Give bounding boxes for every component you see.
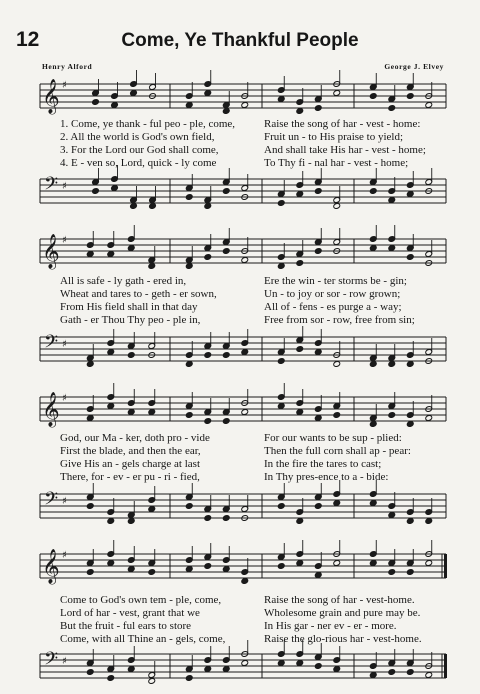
notehead	[127, 409, 135, 416]
notehead	[425, 560, 433, 567]
notehead	[406, 361, 414, 368]
notehead	[296, 260, 304, 267]
notehead	[296, 518, 304, 525]
notehead	[333, 361, 341, 368]
sharp-icon: ♯	[62, 496, 67, 507]
verse-line	[0, 144, 480, 157]
notehead	[241, 409, 249, 416]
final-barline	[444, 554, 447, 578]
notehead	[425, 518, 433, 525]
notehead	[127, 245, 135, 252]
notehead	[314, 572, 322, 579]
lyric-first-half: 2. All the world is God's own field,	[60, 131, 215, 143]
notehead	[107, 251, 115, 258]
notehead	[148, 263, 156, 270]
notehead	[369, 672, 377, 679]
notehead	[185, 361, 193, 368]
notehead	[314, 663, 322, 670]
notehead	[111, 185, 119, 192]
notehead	[314, 188, 322, 195]
lyric-second-half: In the fire the tares to cast;	[264, 458, 382, 470]
notehead	[333, 412, 341, 419]
lyric-second-half: Raise the song of har - vest - home:	[264, 118, 421, 130]
verse-line	[0, 432, 480, 445]
sharp-icon: ♯	[62, 656, 67, 667]
notehead	[86, 669, 94, 676]
lyric-first-half: Lord of har - vest, grant that we	[60, 607, 200, 619]
notehead	[388, 361, 396, 368]
hymn-title: Come, Ye Thankful People	[121, 30, 359, 51]
notehead	[388, 197, 396, 204]
notehead	[333, 90, 341, 97]
notehead	[222, 108, 230, 115]
verse-line	[0, 118, 480, 131]
notehead	[241, 660, 249, 667]
lyric-first-half: Gath - er Thou Thy peo - ple in,	[60, 314, 201, 326]
bass-clef-icon: 𝄢	[44, 332, 59, 357]
notehead	[185, 194, 193, 201]
notehead	[204, 515, 212, 522]
notehead	[222, 248, 230, 255]
notehead	[314, 349, 322, 356]
bass-clef-icon: 𝄢	[44, 174, 59, 199]
notehead	[277, 358, 285, 365]
lyric-second-half: In Thy pres-ence to a - bide:	[264, 471, 389, 483]
lyric-second-half: Free from sor - row, free from sin;	[264, 314, 415, 326]
notehead	[296, 409, 304, 416]
lyric-second-half: Raise the song of har - vest-home.	[264, 594, 415, 606]
treble-staff-4	[0, 540, 480, 590]
sharp-icon: ♯	[62, 550, 67, 561]
sharp-icon: ♯	[62, 393, 67, 404]
notehead	[277, 96, 285, 103]
lyric-first-half: 3. For the Lord our God shall come,	[60, 144, 219, 156]
notehead	[86, 251, 94, 258]
lyric-first-half: First the blade, and then the ear,	[60, 445, 201, 457]
verse-line	[0, 607, 480, 620]
notehead	[296, 346, 304, 353]
treble-clef-icon: 𝄞	[42, 549, 60, 584]
notehead	[204, 90, 212, 97]
notehead	[277, 660, 285, 667]
lyric-second-half: Ere the win - ter storms be - gin;	[264, 275, 407, 287]
notehead	[86, 415, 94, 422]
lyric-second-half: For our wants to be sup - plied:	[264, 432, 402, 444]
lyric-second-half: Then the full corn shall ap - pear:	[264, 445, 411, 457]
lyric-second-half: In His gar - ner ev - er - more.	[264, 620, 397, 632]
notehead	[277, 563, 285, 570]
notehead	[204, 203, 212, 210]
notehead	[369, 361, 377, 368]
notehead	[296, 108, 304, 115]
notehead	[127, 518, 135, 525]
notehead	[333, 203, 341, 210]
bass-staff-4	[0, 640, 480, 690]
notehead	[369, 500, 377, 507]
treble-staff-2	[0, 225, 480, 275]
notehead	[127, 666, 135, 673]
bass-clef-icon: 𝄢	[44, 489, 59, 514]
notehead	[127, 566, 135, 573]
sharp-icon: ♯	[62, 339, 67, 350]
notehead	[277, 200, 285, 207]
bass-staff-3	[0, 480, 480, 530]
hymn-number: 12	[16, 28, 40, 51]
notehead	[185, 263, 193, 270]
notehead	[111, 102, 119, 109]
lyric-first-half: Give His an - gels charge at last	[60, 458, 201, 470]
notehead	[86, 503, 94, 510]
notehead	[425, 672, 433, 679]
notehead	[296, 191, 304, 198]
verse-line	[0, 620, 480, 633]
bass-clef-icon: 𝄢	[44, 649, 59, 674]
notehead	[86, 361, 94, 368]
verse-line	[0, 301, 480, 314]
sharp-icon: ♯	[62, 235, 67, 246]
notehead	[277, 403, 285, 410]
verse-line	[0, 288, 480, 301]
notehead	[314, 105, 322, 112]
notehead	[107, 560, 115, 567]
notehead	[425, 415, 433, 422]
notehead	[148, 678, 156, 685]
notehead	[388, 512, 396, 519]
notehead	[130, 203, 138, 210]
notehead	[130, 90, 138, 97]
notehead	[107, 518, 115, 525]
notehead	[314, 248, 322, 255]
notehead	[204, 563, 212, 570]
notehead	[185, 566, 193, 573]
notehead	[222, 418, 230, 425]
notehead	[241, 102, 249, 109]
notehead	[222, 666, 230, 673]
notehead	[222, 566, 230, 573]
notehead	[148, 409, 156, 416]
notehead	[333, 500, 341, 507]
notehead	[107, 349, 115, 356]
notehead	[406, 669, 414, 676]
notehead	[185, 675, 193, 682]
notehead	[406, 93, 414, 100]
notehead	[296, 660, 304, 667]
notehead	[406, 421, 414, 428]
verse-line	[0, 594, 480, 607]
notehead	[107, 403, 115, 410]
lyric-second-half: Wholesome grain and pure may be.	[264, 607, 421, 619]
notehead	[369, 421, 377, 428]
notehead	[127, 352, 135, 359]
notehead	[406, 191, 414, 198]
treble-clef-icon: 𝄞	[42, 392, 60, 427]
notehead	[92, 99, 100, 106]
notehead	[388, 245, 396, 252]
notehead	[333, 560, 341, 567]
notehead	[369, 188, 377, 195]
notehead	[333, 666, 341, 673]
lyric-first-half: All is safe - ly gath - ered in,	[60, 275, 187, 287]
lyric-first-half: There, for - ev - er pu - ri - fied,	[60, 471, 200, 483]
notehead	[107, 675, 115, 682]
notehead	[277, 503, 285, 510]
treble-staff-3	[0, 383, 480, 433]
verse-line	[0, 445, 480, 458]
notehead	[185, 102, 193, 109]
notehead	[406, 518, 414, 525]
notehead	[388, 412, 396, 419]
lyric-first-half: 1. Come, ye thank - ful peo - ple, come,	[60, 118, 236, 130]
treble-clef-icon: 𝄞	[42, 79, 60, 114]
lyric-first-half: 4. E - ven so, Lord, quick - ly come	[60, 157, 217, 169]
notehead	[148, 506, 156, 513]
notehead	[241, 257, 249, 264]
notehead	[204, 666, 212, 673]
notehead	[314, 415, 322, 422]
lyric-first-half: God, our Ma - ker, doth pro - vide	[60, 432, 210, 444]
lyric-first-half: Come, with all Thine an - gels, come,	[60, 633, 226, 645]
notehead	[185, 412, 193, 419]
notehead	[388, 105, 396, 112]
lyric-second-half: All of - fens - es purge a - way;	[264, 301, 402, 313]
notehead	[149, 203, 157, 210]
notehead	[388, 569, 396, 576]
verse-line	[0, 275, 480, 288]
notehead	[406, 569, 414, 576]
notehead	[406, 254, 414, 261]
treble-clef-icon: 𝄞	[42, 234, 60, 269]
sharp-icon: ♯	[62, 181, 67, 192]
notehead	[369, 560, 377, 567]
notehead	[314, 503, 322, 510]
notehead	[369, 245, 377, 252]
notehead	[296, 560, 304, 567]
notehead	[148, 569, 156, 576]
verse-line	[0, 458, 480, 471]
notehead	[92, 188, 100, 195]
lyric-first-half: Wheat and tares to - geth - er sown,	[60, 288, 217, 300]
text-author: Henry Alford	[42, 62, 93, 71]
notehead	[222, 515, 230, 522]
bass-staff-2	[0, 323, 480, 373]
treble-staff-1	[0, 70, 480, 120]
notehead	[241, 578, 249, 585]
notehead	[369, 93, 377, 100]
notehead	[241, 349, 249, 356]
notehead	[222, 188, 230, 195]
music-author: George J. Elvey	[384, 62, 444, 71]
lyric-second-half: Fruit un - to His praise to yield;	[264, 131, 404, 143]
final-barline	[444, 654, 447, 678]
lyric-second-half: Un - to joy or sor - row grown;	[264, 288, 401, 300]
notehead	[185, 503, 193, 510]
notehead	[388, 669, 396, 676]
lyric-second-half: And shall take His har - vest - home;	[264, 144, 426, 156]
bass-staff-1	[0, 165, 480, 215]
lyric-second-half: To Thy fi - nal har - vest - home;	[264, 157, 409, 169]
notehead	[86, 569, 94, 576]
notehead	[277, 263, 285, 270]
notehead	[204, 352, 212, 359]
notehead	[204, 418, 212, 425]
lyric-first-half: Come to God's own tem - ple, come,	[60, 594, 222, 606]
notehead	[204, 254, 212, 261]
sharp-icon: ♯	[62, 80, 67, 91]
lyric-second-half: Raise the glo-rious har - vest-home.	[264, 633, 422, 645]
lyric-first-half: But the fruit - ful ears to store	[60, 620, 192, 632]
lyric-first-half: From His field shall in that day	[60, 301, 198, 313]
notehead	[425, 102, 433, 109]
notehead	[222, 352, 230, 359]
verse-line	[0, 131, 480, 144]
